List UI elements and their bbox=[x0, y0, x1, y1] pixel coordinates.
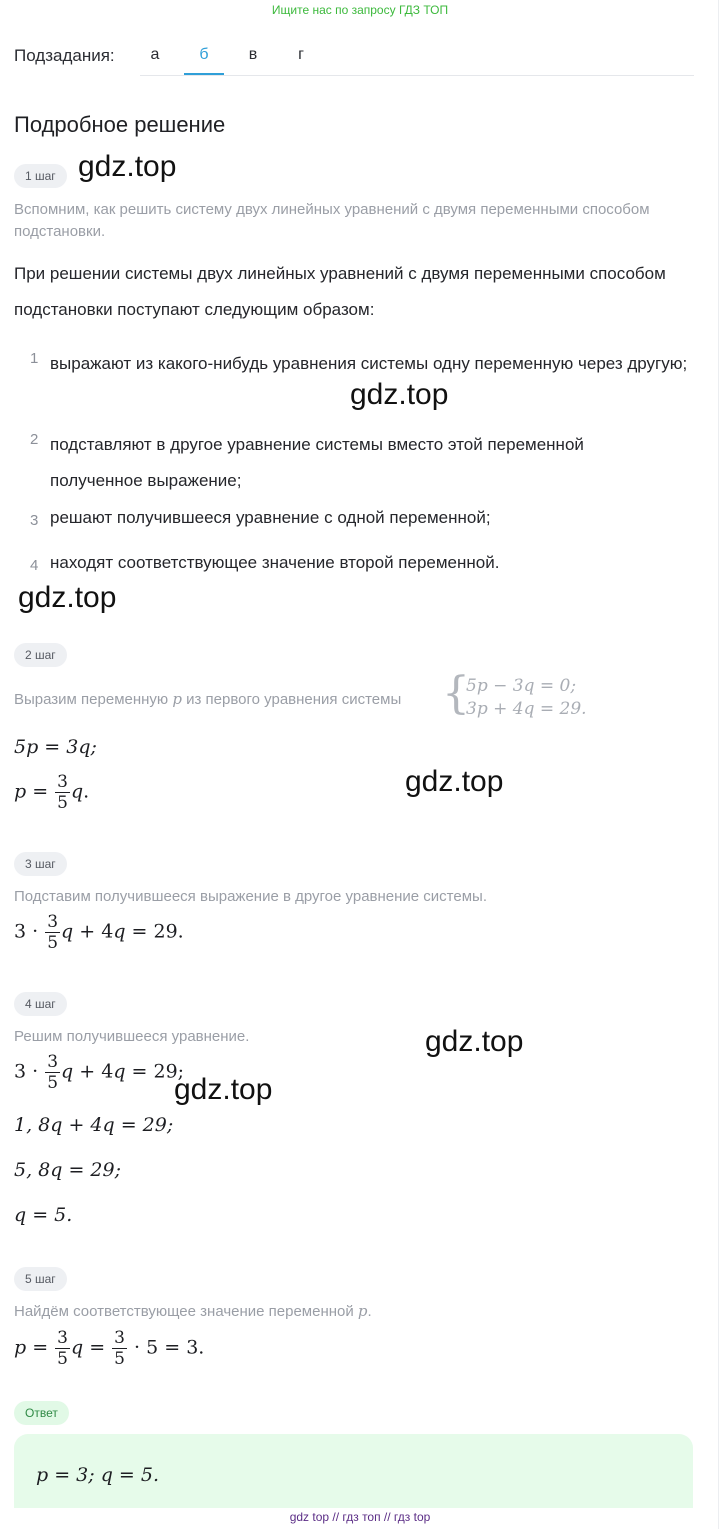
promo-text[interactable]: Ищите нас по запросу ГДЗ ТОП bbox=[271, 3, 449, 17]
subtasks-label: Подзадания: bbox=[14, 46, 115, 65]
step-intro: При решении системы двух линейных уравнений с двумя переменными способом подстановки поступают следующим образом: bbox=[14, 264, 666, 319]
hint-text: Выразим переменную bbox=[14, 691, 169, 708]
equation: 3 · $\frac{3}{5}$ q + 4q = 29; bbox=[14, 1052, 185, 1093]
list-number: 4 bbox=[30, 557, 39, 574]
step-badge-2: 2 шаг bbox=[14, 643, 67, 667]
system-equation-2: 3p + 4q = 29. bbox=[466, 699, 587, 719]
tab-a[interactable]: а bbox=[150, 46, 160, 63]
equation: 5, 8q = 29; bbox=[14, 1159, 121, 1181]
list-number: 1 bbox=[30, 350, 39, 367]
answer-text: p = 3; q = 5. bbox=[36, 1464, 159, 1486]
footer-links[interactable]: gdz top // гдз топ // гдз top bbox=[289, 1510, 431, 1524]
equation: q = 5. bbox=[14, 1204, 73, 1226]
system-brace: { bbox=[442, 668, 470, 719]
tab-g[interactable]: г bbox=[298, 46, 304, 63]
answer-badge: Ответ bbox=[14, 1401, 69, 1425]
watermark: gdz.top bbox=[18, 581, 117, 614]
list-item: находят соответствующее значение второй переменной. bbox=[50, 553, 500, 572]
list-item: выражают из какого-нибудь уравнения системы одну переменную через другую; bbox=[50, 354, 688, 373]
list-number: 3 bbox=[30, 512, 39, 529]
tab-b[interactable]: б bbox=[199, 46, 209, 63]
hint-text: Найдём соответствующее значение переменной bbox=[14, 1303, 354, 1320]
fraction: $\frac{3}{5}$ bbox=[114, 1328, 125, 1369]
step-badge-3: 3 шаг bbox=[14, 852, 67, 876]
watermark: gdz.top bbox=[405, 765, 504, 798]
list-item: подставляют в другое уравнение системы вместо этой переменной полученное выражение; bbox=[50, 435, 584, 490]
watermark: gdz.top bbox=[78, 150, 177, 183]
system-equation-1: 5p − 3q = 0; bbox=[466, 676, 577, 696]
step-hint: Подставим получившееся выражение в другое уравнение системы. bbox=[14, 888, 487, 905]
step-hint: Решим получившееся уравнение. bbox=[14, 1028, 250, 1045]
hint-text: . bbox=[367, 1303, 372, 1320]
section-title: Подробное решение bbox=[14, 112, 226, 137]
list-item: решают получившееся уравнение с одной переменной; bbox=[50, 508, 491, 527]
page-right-border bbox=[718, 0, 719, 1529]
watermark: gdz.top bbox=[174, 1073, 273, 1106]
hint-text: из первого уравнения системы bbox=[186, 691, 402, 708]
step-hint bbox=[14, 1300, 372, 1323]
equation: p = $\frac{3}{5}$ q. bbox=[14, 772, 90, 813]
equation: p = $\frac{3}{5}$ q = $\frac{3}{5}$ · 5 = 3. bbox=[14, 1328, 205, 1369]
fraction: $\frac{3}{5}$ bbox=[47, 1052, 59, 1093]
watermark: gdz.top bbox=[425, 1025, 524, 1058]
fraction: $\frac{3}{5}$ bbox=[57, 772, 68, 813]
equation: 1, 8q + 4q = 29; bbox=[14, 1114, 174, 1136]
step-badge-4: 4 шаг bbox=[14, 992, 67, 1016]
step-hint: Вспомним, как решить систему двух линейных уравнений с двумя переменными способом подстановки. bbox=[14, 201, 650, 240]
fraction: $\frac{3}{5}$ bbox=[47, 912, 59, 953]
step-hint bbox=[14, 688, 401, 711]
hint-variable: p bbox=[357, 1302, 368, 1320]
answer-box bbox=[14, 1434, 693, 1508]
fraction: $\frac{3}{5}$ bbox=[57, 1328, 68, 1369]
list-number: 2 bbox=[30, 431, 39, 448]
watermark: gdz.top bbox=[350, 378, 449, 411]
step-badge-5: 5 шаг bbox=[14, 1267, 67, 1291]
equation: 3 · $\frac{3}{5}$ q + 4q = 29. bbox=[14, 912, 184, 953]
hint-variable: p bbox=[172, 690, 182, 708]
equation: 5p = 3q; bbox=[14, 736, 97, 758]
tabs-divider bbox=[140, 75, 694, 76]
active-tab-indicator bbox=[184, 73, 224, 75]
step-badge-1: 1 шаг bbox=[14, 164, 67, 188]
tab-v[interactable]: в bbox=[248, 46, 258, 63]
